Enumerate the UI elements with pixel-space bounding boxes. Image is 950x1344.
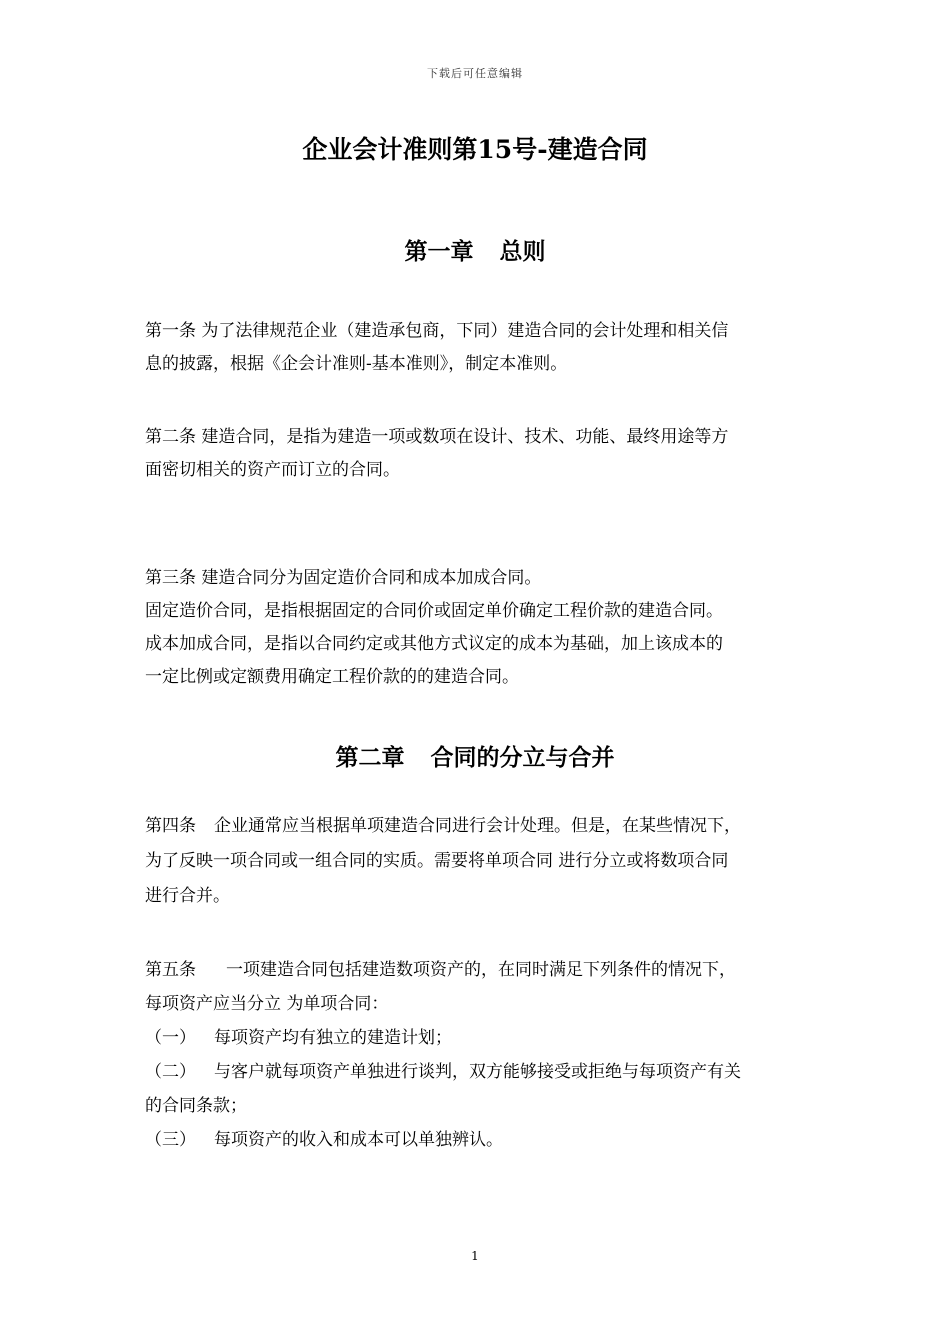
article-3-line: 第三条 建造合同分为固定造价合同和成本加成合同。 <box>145 568 542 588</box>
article-5-item-continuation: 的合同条款； <box>145 1096 247 1116</box>
article-4-line: 为了反映一项合同或一组合同的实质。需要将单项合同 进行分立或将数项合同 <box>145 851 729 871</box>
article-4-line: 企业通常应当根据单项建造合同进行会计处理。但是，在某些情况下， <box>214 816 741 836</box>
chapter-2-heading <box>0 739 950 772</box>
article-2-line: 第二条 建造合同，是指为建造一项或数项在设计、技术、功能、最终用途等方 <box>145 427 729 447</box>
article-1 <box>145 315 810 381</box>
chapter-1-heading <box>0 233 950 266</box>
article-5-item-text: 每项资产均有独立的建造计划； <box>214 1028 452 1048</box>
article-3-line: 一定比例或定额费用确定工程价款的的建造合同。 <box>145 667 519 687</box>
article-4 <box>145 809 810 914</box>
article-3 <box>145 562 810 694</box>
chapter-1-title: 总则 <box>499 238 546 265</box>
article-3-line: 成本加成合同，是指以合同约定或其他方式议定的成本为基础，加上该成本的 <box>145 634 723 654</box>
header-note: 下载后可任意编辑 <box>427 67 523 80</box>
article-5-line: 每项资产应当分立 为单项合同： <box>145 994 389 1014</box>
article-5-item-number: （二） <box>145 1062 196 1082</box>
article-4-line: 进行合并。 <box>145 886 230 906</box>
article-4-label: 第四条 <box>145 816 196 836</box>
article-5 <box>145 953 810 1157</box>
page-number: 1 <box>471 1249 479 1263</box>
article-1-line: 息的披露，根据《企会计准则-基本准则》，制定本准则。 <box>145 354 568 374</box>
article-5-item-number: （一） <box>145 1028 196 1048</box>
article-3-line: 固定造价合同，是指根据固定的合同价或固定单价确定工程价款的建造合同。 <box>145 601 723 621</box>
article-5-line: 一项建造合同包括建造数项资产的，在同时满足下列条件的情况下， <box>226 960 736 980</box>
article-5-label: 第五条 <box>145 960 196 980</box>
article-2-line: 面密切相关的资产而订立的合同。 <box>145 460 400 480</box>
article-5-item-number: （三） <box>145 1130 196 1150</box>
chapter-1-number: 第一章 <box>404 238 474 265</box>
article-2 <box>145 421 810 487</box>
article-1-line: 第一条 为了法律规范企业（建造承包商，下同）建造合同的会计处理和相关信 <box>145 321 729 341</box>
chapter-2-number: 第二章 <box>335 744 405 771</box>
chapter-2-title: 合同的分立与合并 <box>430 744 615 771</box>
article-5-item-text: 每项资产的收入和成本可以单独辨认。 <box>214 1130 503 1150</box>
article-5-item-text: 与客户就每项资产单独进行谈判，双方能够接受或拒绝与每项资产有关 <box>214 1062 741 1082</box>
document-title: 企业会计准则第15号-建造合同 <box>302 135 648 164</box>
